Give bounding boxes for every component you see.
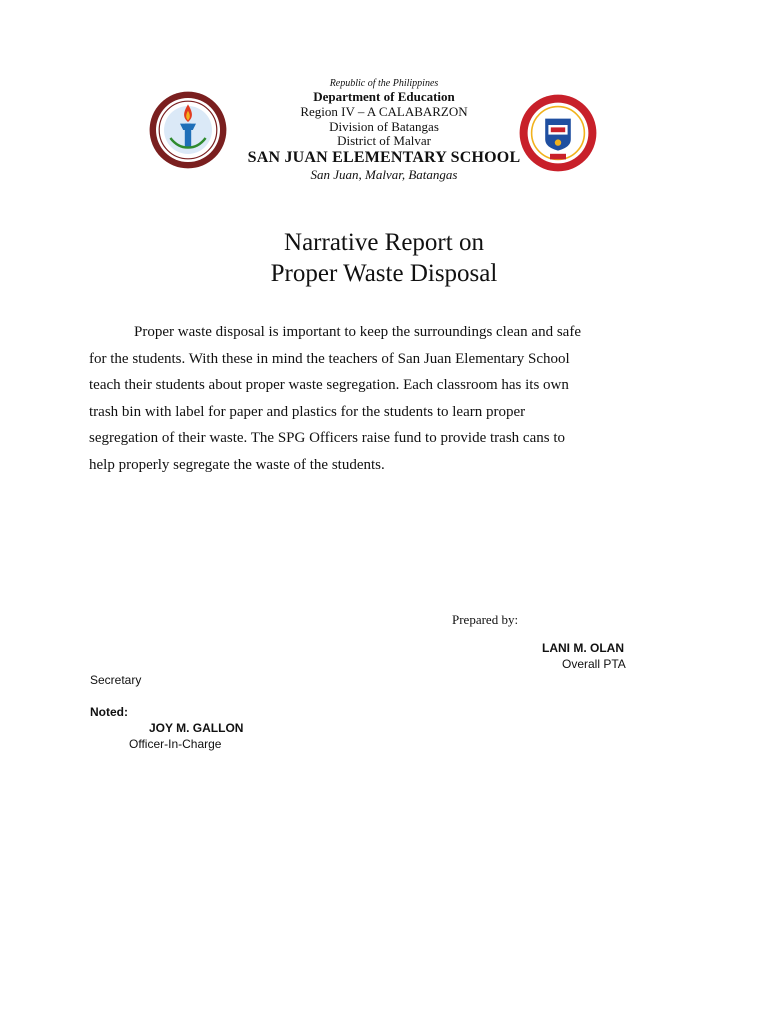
prepared-by-label: Prepared by: (452, 612, 519, 627)
paragraph-line: segregation of their waste. The SPG Officers raise fund to provide trash cans to (89, 430, 565, 446)
department-heading: Department of Education (313, 89, 455, 104)
school-address: San Juan, Malvar, Batangas (310, 167, 458, 182)
report-title-line2: Proper Waste Disposal (270, 260, 498, 287)
noted-label: Noted: (90, 705, 128, 719)
report-title-line1: Narrative Report on (284, 229, 484, 256)
school-name: SAN JUAN ELEMENTARY SCHOOL (247, 149, 521, 166)
republic-heading: Republic of the Philippines (329, 78, 439, 89)
prepared-by-title-continued: Secretary (90, 673, 142, 687)
noted-by-name: JOY M. GALLON (149, 721, 244, 735)
region-heading: Region IV – A CALABARZON (300, 104, 468, 119)
prepared-by-title: Overall PTA (562, 657, 626, 671)
paragraph-line: Proper waste disposal is important to keep the surroundings clean and safe (134, 324, 581, 340)
prepared-by-name: LANI M. OLAN (542, 641, 624, 655)
division-heading: Division of Batangas (329, 119, 439, 134)
paragraph-line: help properly segregate the waste of the students. (89, 456, 385, 473)
district-heading: District of Malvar (337, 133, 431, 148)
report-body-paragraph (89, 319, 663, 478)
noted-by-title: Officer-In-Charge (129, 737, 222, 751)
paragraph-line: teach their students about proper waste segregation. Each classroom has its own (89, 377, 569, 393)
paragraph-line: for the students. With these in mind the teachers of San Juan Elementary School (89, 350, 570, 367)
paragraph-line: trash bin with label for paper and plastics for the students to learn proper (89, 403, 526, 420)
